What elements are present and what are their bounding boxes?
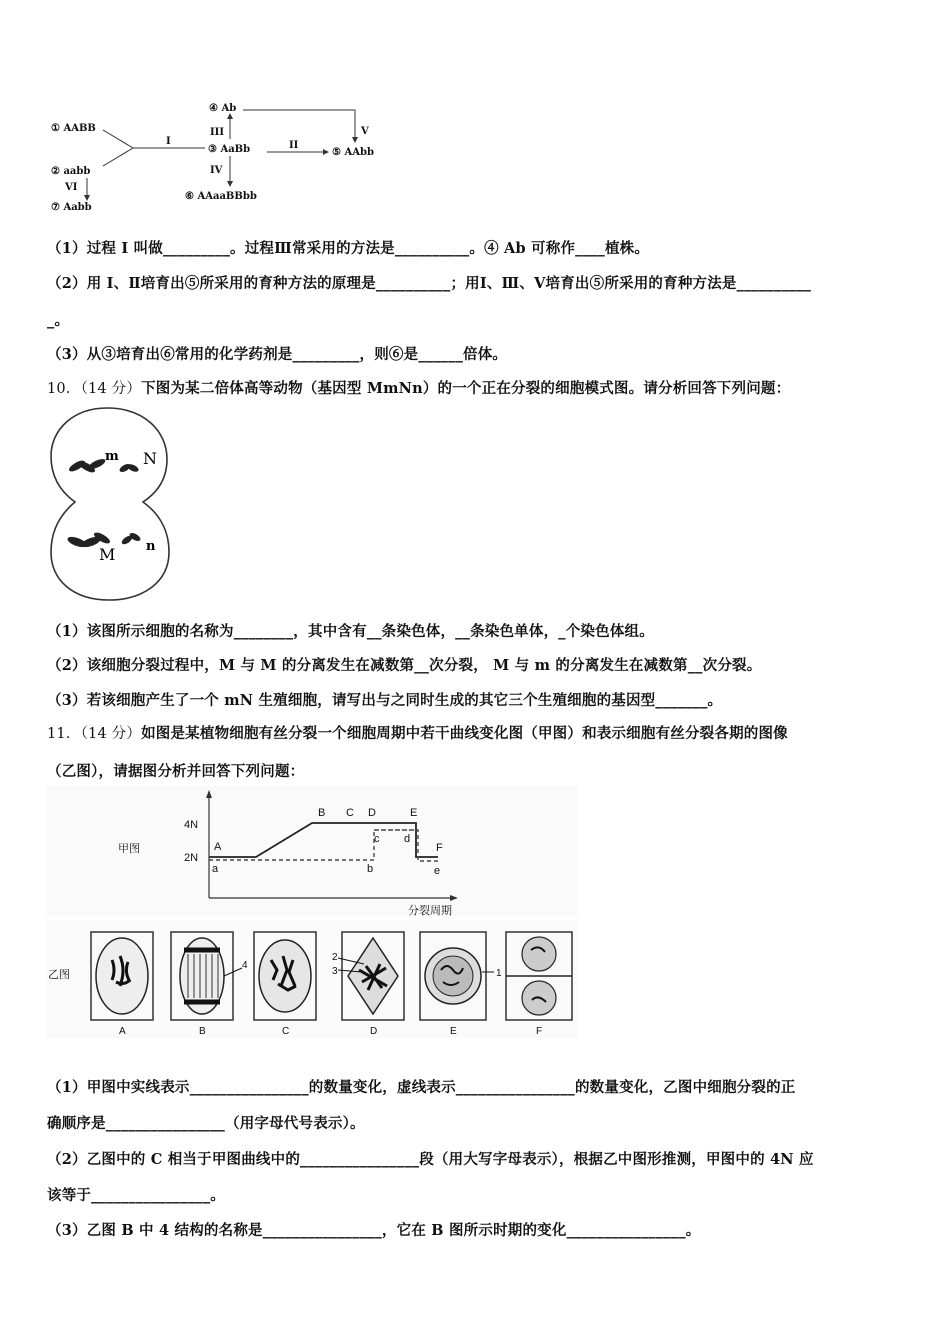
yi-title: 乙图: [48, 969, 70, 981]
cap-A: A: [119, 1026, 126, 1037]
cap-D: D: [370, 1026, 378, 1037]
label-a: a: [212, 863, 219, 875]
yi-cell-images: [46, 920, 578, 1038]
chromosomes-top: [67, 457, 139, 475]
jia-title: 甲图: [118, 843, 140, 855]
num-4: 4: [242, 960, 248, 971]
node-1: ① AABB: [51, 123, 96, 134]
q9-line-3: （3）从③培育出⑥常用的化学药剂是_________，则⑥是______倍体。: [47, 346, 508, 363]
q9-line-2: （2）用 I、Ⅱ培育出⑤所采用的育种方法的原理是__________；用Ⅰ、Ⅲ、Ⅴ培育出⑤所采用的育种方法是__________: [47, 275, 812, 292]
q11-line-2b: 该等于________________。: [47, 1187, 225, 1204]
label-F: F: [436, 842, 443, 854]
q9-line-2b: _。: [47, 312, 70, 329]
q10-stem-text: 下图为某二倍体高等动物（基因型 MmNn）的一个正在分裂的细胞模式图。请分析回答下列问题：: [141, 380, 791, 397]
process-3: III: [210, 127, 225, 138]
label-N: N: [143, 449, 157, 468]
num-2: 2: [332, 952, 338, 963]
label-n: n: [146, 539, 156, 554]
dividing-cell-figure: [47, 404, 177, 604]
node-3: ③ AaBb: [208, 144, 251, 155]
q11-points: （14 分）: [80, 726, 142, 742]
q10-stem: [47, 377, 790, 398]
q11-line-3: （3）乙图 B 中 4 结构的名称是________________，它在 B 图所示时期的变化________________。: [47, 1222, 701, 1239]
q11-line-1b: 确顺序是________________（用字母代号表示）。: [47, 1115, 365, 1132]
label-m: m: [105, 449, 119, 464]
breeding-diagram: [45, 96, 390, 218]
cap-C: C: [282, 1026, 290, 1037]
process-4: IV: [210, 165, 223, 176]
q10-number: 10．: [47, 381, 81, 397]
label-b: b: [367, 863, 374, 875]
q11-stem-text: 如图是某植物细胞有丝分裂一个细胞周期中若干曲线变化图（甲图）和表示细胞有丝分裂各期的图像: [141, 725, 788, 742]
q11-line-1a: （1）甲图中实线表示________________的数量变化，虚线表示________________的数量变化，乙图中细胞分裂的正: [47, 1079, 796, 1096]
cap-B: B: [199, 1026, 206, 1037]
node-2: ② aabb: [51, 166, 91, 177]
q11-number: 11．: [47, 726, 81, 742]
cap-E: E: [450, 1026, 457, 1037]
node-7: ⑦ Aabb: [51, 202, 92, 213]
process-6: VI: [65, 182, 78, 193]
cap-F: F: [536, 1026, 543, 1037]
q9-line-1: （1）过程 I 叫做_________。过程Ⅲ常采用的方法是__________。④ Ab 可称作____植株。: [47, 240, 650, 257]
q10-line-2: （2）该细胞分裂过程中，M 与 M 的分离发生在减数第__次分裂， M 与 m 的分离发生在减数第__次分裂。: [47, 657, 762, 674]
x-label: 分裂周期: [408, 905, 452, 916]
label-M: M: [99, 545, 116, 564]
q10-line-3: （3）若该细胞产生了一个 mN 生殖细胞，请写出与之同时生成的其它三个生殖细胞的基因型_______。: [47, 692, 723, 709]
label-e: e: [434, 865, 441, 877]
num-3: 3: [332, 966, 338, 977]
label-E: E: [410, 807, 418, 819]
process-2: II: [289, 140, 299, 151]
label-D: D: [368, 807, 376, 819]
num-1: 1: [496, 968, 502, 979]
label-c: c: [374, 833, 380, 845]
process-1: I: [166, 136, 171, 147]
y-4n: 4N: [184, 819, 199, 831]
arrow-v: [243, 110, 355, 142]
cross-lines: [103, 130, 205, 166]
q10-points: （14 分）: [80, 381, 142, 397]
node-5: ⑤ AAbb: [332, 147, 374, 158]
q11-line-2a: （2）乙图中的 C 相当于甲图曲线中的________________段（用大写字母表示），根据乙中图形推测，甲图中的 4N 应: [47, 1151, 814, 1168]
q11-stem-2: （乙图），请据图分析并回答下列问题：: [47, 763, 305, 780]
y-2n: 2N: [184, 852, 199, 864]
label-B: B: [318, 807, 326, 819]
q10-line-1: （1）该图所示细胞的名称为________，其中含有__条染色体，__条染色单体，_个染色体组。: [47, 623, 654, 640]
label-A: A: [214, 841, 222, 853]
label-d: d: [404, 833, 411, 845]
cell-membrane: [51, 408, 169, 600]
node-6: ⑥ AAaaBBbb: [185, 191, 257, 202]
label-C: C: [346, 807, 354, 819]
process-5: V: [361, 126, 369, 137]
node-4: ④ Ab: [209, 103, 237, 114]
jia-graph: [46, 786, 578, 916]
q11-stem-1: [47, 722, 788, 743]
